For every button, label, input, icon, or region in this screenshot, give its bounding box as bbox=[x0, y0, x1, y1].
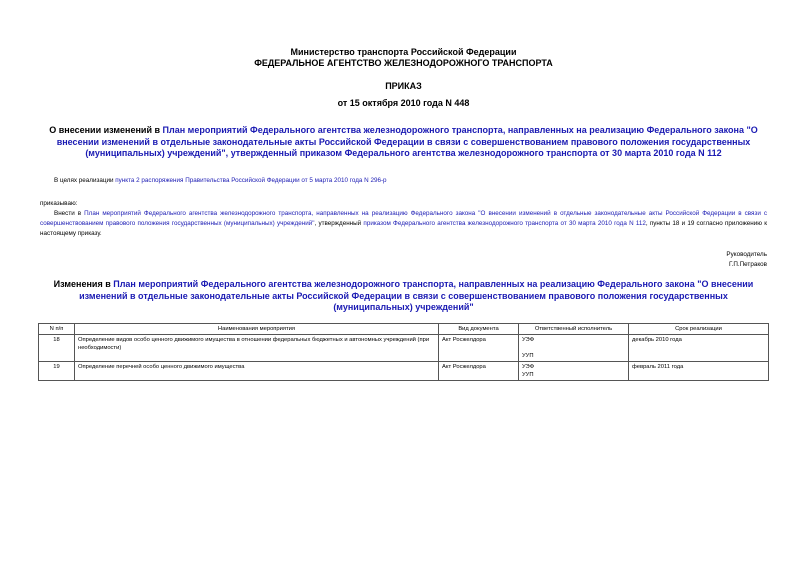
row-name: Определение перечней особо ценного движимого имущества bbox=[75, 362, 439, 381]
body-plan-link[interactable]: План мероприятий Федерального агентства железнодорожного транспорта, направленных на реализацию Федерального закона "О внесении изменений в отдельные законодательные акты Российской Федерации в связи с совершенствованием правового положения государственных (муниципальных) учреждений" bbox=[40, 210, 768, 227]
changes-prefix: Изменения в bbox=[53, 279, 114, 289]
row-name: Определение видов особо ценного движимого имущества в отношении федеральных бюджетных и автономных учреждений (при необходимости) bbox=[75, 335, 439, 362]
changes-plan-link[interactable]: План мероприятий Федерального агентства железнодорожного транспорта, направленных на реализацию Федерального закона "О внесении изменений в отдельные законодательные акты Российской Федерации в связи с совершенствованием правового положения государственных (муниципальных) учреждений" bbox=[79, 279, 754, 312]
subject-plan-link[interactable]: План мероприятий Федерального агентства железнодорожного транспорта, направленных на реализацию Федерального закона "О внесении изменений в отдельные законодательные акты Российской Федерации в связи с совершенствованием правового положения государственных (муниципальных) учреждений", утвержденный приказом Федерального агентства железнодорожного транспорта от 30 марта 2010 года N 112 bbox=[56, 125, 758, 158]
document-subject bbox=[40, 125, 767, 160]
row-term: декабрь 2010 года bbox=[629, 335, 769, 362]
order-word: приказываю: bbox=[40, 200, 78, 207]
header-num: N п/п bbox=[39, 324, 75, 335]
header-doc: Вид документа bbox=[439, 324, 519, 335]
table-row bbox=[39, 335, 769, 362]
responsible-2: УУП bbox=[522, 372, 534, 378]
row-term: февраль 2011 года bbox=[629, 362, 769, 381]
header-name: Наименования мероприятия bbox=[75, 324, 439, 335]
agency-name: ФЕДЕРАЛЬНОЕ АГЕНТСТВО ЖЕЛЕЗНОДОРОЖНОГО ТРАНСПОРТА bbox=[254, 58, 553, 68]
responsible-1: УЭФ bbox=[522, 364, 535, 370]
changes-title bbox=[40, 279, 767, 314]
row-doc: Акт Росжелдора bbox=[439, 335, 519, 362]
preamble-decree-link[interactable]: пункта 2 распоряжения Правительства Российской Федерации от 5 марта 2010 года N 296-р bbox=[115, 177, 387, 184]
body-mid: , утвержденный bbox=[314, 220, 364, 227]
header-term: Срок реализации bbox=[629, 324, 769, 335]
order-body bbox=[40, 209, 767, 239]
responsible-1: УЭФ bbox=[522, 337, 535, 343]
body-suffix: , пункты 18 и 19 согласно приложению к настоящему приказу. bbox=[40, 220, 767, 237]
preamble bbox=[54, 176, 774, 186]
signature-name: Г.П.Петраков bbox=[728, 261, 767, 268]
document-type: ПРИКАЗ bbox=[385, 81, 422, 91]
subject-prefix: О внесении изменений в bbox=[49, 125, 163, 135]
body-order-link[interactable]: приказом Федерального агентства железнодорожного транспорта от 30 марта 2010 года N 112 bbox=[363, 220, 646, 227]
preamble-prefix: В целях реализации bbox=[54, 177, 116, 184]
document-date: от 15 октября 2010 года N 448 bbox=[337, 98, 470, 108]
row-num: 19 bbox=[39, 362, 75, 381]
row-responsible bbox=[519, 362, 629, 381]
responsible-2: УУП bbox=[522, 353, 534, 359]
signature-role: Руководитель bbox=[726, 251, 767, 258]
row-num: 18 bbox=[39, 335, 75, 362]
changes-table bbox=[38, 323, 769, 381]
ministry-name: Министерство транспорта Российской Федерации bbox=[290, 47, 517, 57]
row-doc: Акт Росжелдора bbox=[439, 362, 519, 381]
table-header-row bbox=[39, 324, 769, 335]
row-responsible bbox=[519, 335, 629, 362]
body-prefix: Внести в bbox=[54, 210, 85, 217]
table-row bbox=[39, 362, 769, 381]
header-responsible: Ответственный исполнитель bbox=[519, 324, 629, 335]
